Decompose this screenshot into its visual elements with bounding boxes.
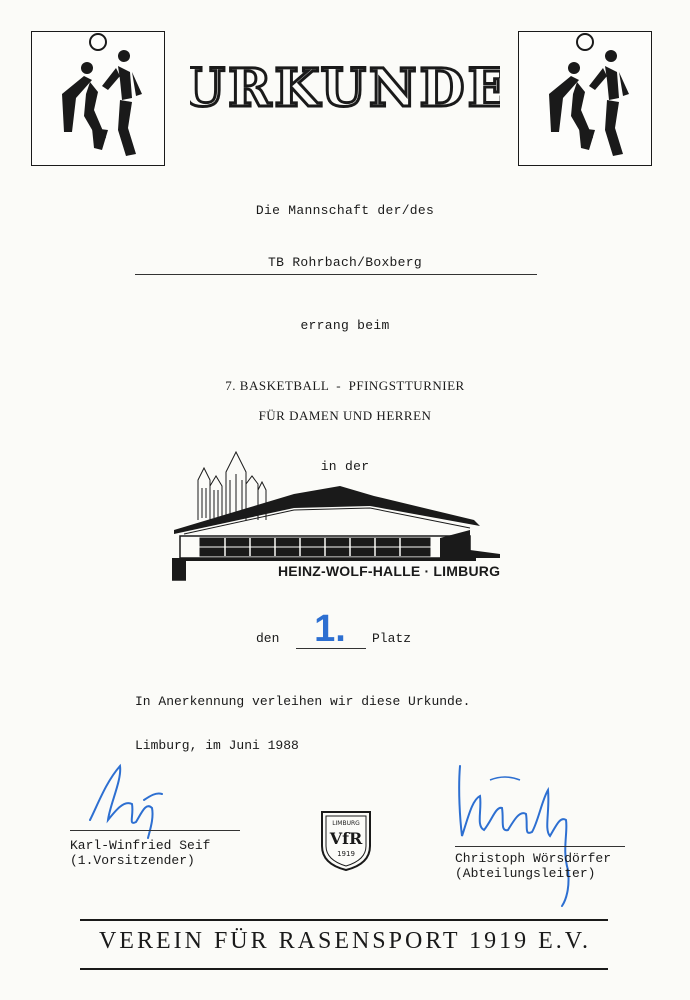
hall-roof [174, 486, 480, 534]
footer-rule-bottom [80, 968, 608, 970]
left-signature-line [70, 830, 240, 831]
right-signature-scribble [450, 760, 600, 910]
basketball-logo-right [518, 31, 652, 166]
club-name: VEREIN FÜR RASENSPORT 1919 E.V. [98, 928, 592, 954]
basketball-player-icon [32, 32, 164, 165]
right-signer-role: (Abteilungsleiter) [455, 866, 596, 881]
right-signature-line [455, 846, 625, 847]
place-value: 1. [314, 608, 346, 650]
title-text: URKUNDE [190, 58, 500, 119]
team-name-underline [135, 274, 537, 275]
place-date-text: Limburg, im Juni 1988 [135, 738, 299, 753]
hall-caption: HEINZ-WOLF-HALLE · LIMBURG [278, 563, 501, 579]
basketball-player-icon [519, 32, 651, 165]
basketball-logo-left [31, 31, 165, 166]
venue-intro: in der [320, 459, 370, 474]
left-signer-name: Karl-Winfried Seif [70, 838, 211, 853]
place-suffix: Platz [372, 631, 412, 646]
left-signature-scribble [80, 760, 190, 840]
left-signer-role: (1.Vorsitzender) [70, 853, 195, 868]
recognition-text: In Anerkennung verleihen wir diese Urkunde. [135, 694, 471, 709]
tournament-title: 7. BASKETBALL - PFINGSTTURNIER [225, 378, 465, 393]
hall-windows [200, 538, 430, 556]
team-intro-text: Die Mannschaft der/des [255, 203, 435, 218]
won-text: errang beim [300, 318, 390, 333]
seal-year-text: 1919 [337, 850, 355, 858]
club-seal [316, 806, 376, 872]
footer-rule-top [80, 919, 608, 921]
team-name: TB Rohrbach/Boxberg [268, 255, 422, 270]
seal-main-text: VfR [329, 829, 363, 848]
seal-top-text: LIMBURG [332, 820, 360, 827]
place-prefix: den [256, 631, 280, 646]
tournament-subtitle: FÜR DAMEN UND HERREN [258, 408, 432, 423]
right-signer-name: Christoph Wörsdörfer [455, 851, 612, 866]
certificate-title [190, 52, 500, 122]
